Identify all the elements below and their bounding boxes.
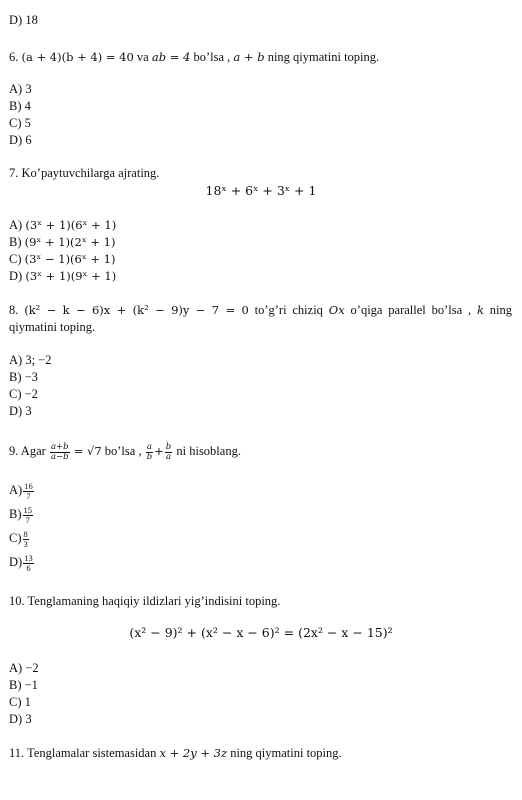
text-fragment: to’g’ri chiziq <box>254 303 323 317</box>
question-9-text <box>9 440 241 462</box>
text-fragment: ni hisoblang. <box>176 444 241 458</box>
denominator: 7 <box>26 490 31 501</box>
fraction <box>146 443 153 462</box>
option-value: (9ˣ + 1)(2ˣ + 1) <box>24 235 116 249</box>
question-8-text-continued: qiymatini toping. <box>9 320 96 334</box>
option-d: D) 18 <box>9 13 38 27</box>
fraction <box>50 443 70 462</box>
math-expression: (a + 4)(b + 4) = 40 <box>21 50 134 64</box>
numerator: 16 <box>24 480 33 491</box>
denominator: 6 <box>26 562 31 573</box>
option-label: A) <box>9 483 23 497</box>
display-formula: (x² − 9)² + (x² − x − 6)² = (2x² − x − 15)² <box>129 625 393 640</box>
text-fragment: ning qiymatini toping. <box>230 746 342 760</box>
math-expression: = √7 <box>73 444 102 458</box>
denominator: 3 <box>23 538 28 549</box>
numerator: b <box>165 441 172 452</box>
option-label: C) <box>9 531 22 545</box>
numerator: a <box>146 441 152 452</box>
fraction <box>23 482 34 501</box>
option-c <box>9 252 115 266</box>
option-a: A) −2 <box>9 661 39 675</box>
fraction <box>23 530 29 549</box>
option-label: A) <box>9 218 23 232</box>
option-c: C) 5 <box>9 116 31 130</box>
fraction <box>23 506 34 525</box>
text-fragment: ning <box>489 303 513 317</box>
denominator: a <box>165 451 172 462</box>
option-b: B) −1 <box>9 678 38 692</box>
question-number: 9. Agar <box>9 444 46 458</box>
axis-name: Ox <box>328 303 345 317</box>
text-fragment: ning qiymatini toping. <box>267 50 380 64</box>
question-6-text <box>9 50 379 64</box>
numerator: 15 <box>23 504 32 515</box>
math-expression: a + b <box>233 50 265 64</box>
numerator: a+b <box>50 441 69 452</box>
text-fragment: bo’lsa , <box>104 444 142 458</box>
option-value: (3ˣ + 1)(6ˣ + 1) <box>25 218 117 232</box>
option-a: A) 3 <box>9 82 32 96</box>
fraction <box>165 443 172 462</box>
option-a <box>9 479 35 501</box>
question-number: 8. <box>9 303 19 317</box>
question-8-text <box>9 303 512 317</box>
option-b <box>9 503 34 525</box>
option-c: C) 1 <box>9 695 31 709</box>
question-11-text <box>9 746 342 760</box>
text-fragment: bo’lsa , <box>193 50 231 64</box>
option-d: D) 6 <box>9 133 32 147</box>
option-c: C) −2 <box>9 387 38 401</box>
option-b: B) 4 <box>9 99 31 113</box>
option-value: (3ˣ + 1)(9ˣ + 1) <box>25 269 117 283</box>
option-a <box>9 218 116 232</box>
fraction <box>23 554 34 573</box>
option-label: C) <box>9 252 22 266</box>
denominator: 7 <box>25 514 30 525</box>
numerator: 13 <box>24 552 33 563</box>
option-label: B) <box>9 235 22 249</box>
math-expression: ab = 4 <box>151 50 191 64</box>
text-fragment: o’qiga parallel bo’lsa , <box>350 303 472 317</box>
numerator: 8 <box>23 528 28 539</box>
math-expression: x + 2y + 3z <box>159 746 228 760</box>
option-b <box>9 235 115 249</box>
option-d <box>9 269 116 283</box>
plus-sign: + <box>154 444 164 458</box>
question-number: 6. <box>9 50 19 64</box>
option-c <box>9 527 30 549</box>
option-label: D) <box>9 555 23 569</box>
option-b: B) −3 <box>9 370 38 384</box>
question-7-text: 7. Ko’paytuvchilarga ajrating. <box>9 166 160 180</box>
question-10-text: 10. Tenglamaning haqiqiy ildizlari yig’indisini toping. <box>9 594 281 608</box>
option-label: D) <box>9 269 23 283</box>
option-d: D) 3 <box>9 712 32 726</box>
text-fragment: va <box>136 50 149 64</box>
text-fragment: 11. Tenglamalar sistemasidan <box>9 746 157 760</box>
variable: k <box>476 303 484 317</box>
display-formula: 18ˣ + 6ˣ + 3ˣ + 1 <box>205 183 317 198</box>
option-d <box>9 551 35 573</box>
option-d: D) 3 <box>9 404 32 418</box>
math-expression: (k² − k − 6)x + (k² − 9)y − 7 = 0 <box>24 303 249 317</box>
option-label: B) <box>9 507 22 521</box>
option-value: (3ˣ − 1)(6ˣ + 1) <box>24 252 116 266</box>
denominator: b <box>146 451 153 462</box>
option-a: A) 3; −2 <box>9 353 52 367</box>
denominator: a−b <box>50 451 69 462</box>
